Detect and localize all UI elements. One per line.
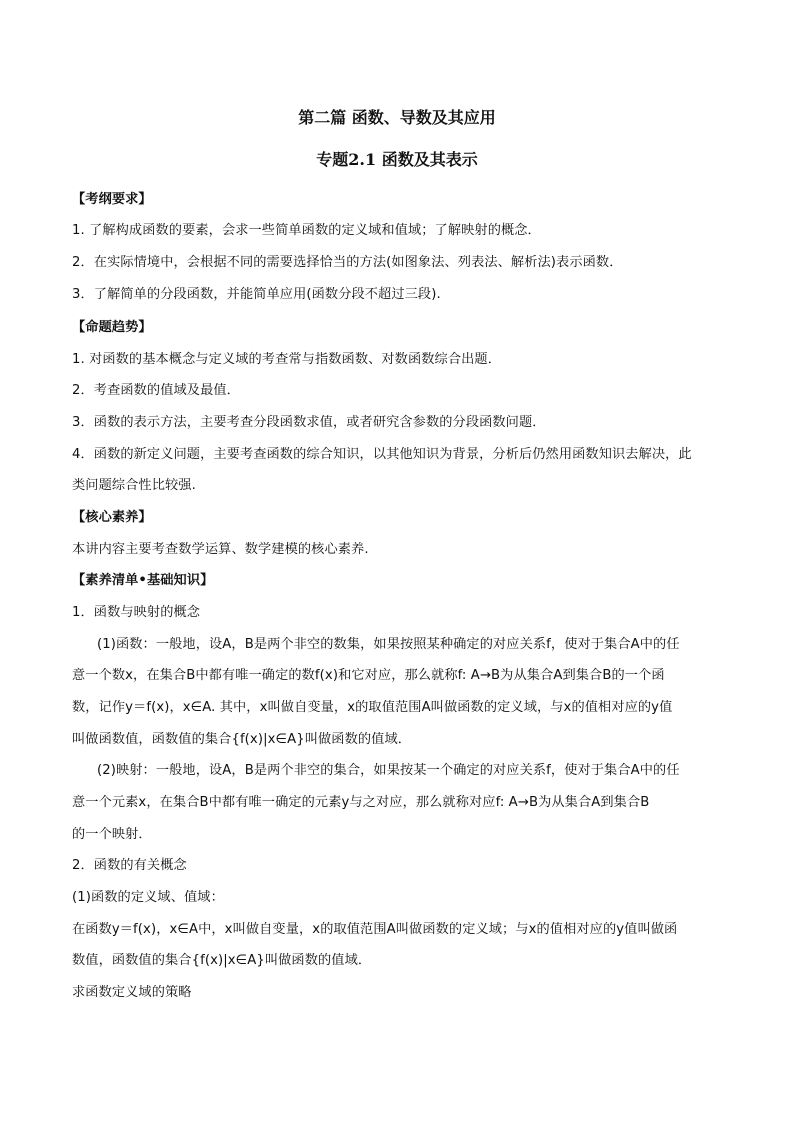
domain-strategy-heading: 求函数定义域的策略	[72, 985, 192, 1000]
section-title: 专题2.1 函数及其表示	[316, 150, 478, 169]
core-literacy-text: 本讲内容主要考查数学运算、数学建模的核心素养.	[72, 542, 369, 557]
subheading-domain-range: (1)函数的定义域、值域：	[72, 890, 224, 905]
requirement-item: 2．在实际情境中，会根据不同的需要选择恰当的方法(如图象法、列表法、解析法)表示函数．	[72, 255, 623, 270]
chapter-title: 第二篇 函数、导数及其应用	[298, 108, 496, 127]
function-definition-line: 数，记作y＝f(x)，x∈A. 其中，x叫做自变量，x的取值范围A叫做函数的定义域，与x的值相对应的y值	[72, 700, 673, 715]
domain-range-line: 在函数y＝f(x)，x∈A中，x叫做自变量，x的取值范围A叫做函数的定义域；与x的值相对应的y值叫做函	[72, 922, 678, 937]
mapping-definition-line: 意一个元素x，在集合B中都有唯一确定的元素y与之对应，那么就称对应f: A→B为从集合A到集合B	[72, 795, 650, 810]
subheading-function-concepts: 2．函数的有关概念	[72, 858, 187, 873]
trend-item: 1. 对函数的基本概念与定义域的考查常与指数函数、对数函数综合出题．	[72, 352, 501, 367]
trend-item: 3．函数的表示方法，主要考查分段函数求值，或者研究含参数的分段函数问题．	[72, 415, 546, 430]
function-definition-line: (1)函数：一般地，设A，B是两个非空的数集，如果按照某种确定的对应关系f，使对于集合A中的任	[97, 637, 680, 652]
mapping-definition-line: 的一个映射．	[72, 827, 152, 842]
trend-item-continued: 类问题综合性比较强.	[72, 478, 196, 493]
heading-exam-requirements: 【考纲要求】	[72, 192, 152, 207]
heading-core-literacy: 【核心素养】	[72, 510, 152, 525]
trend-item: 2．考查函数的值域及最值．	[72, 383, 240, 398]
function-definition-line: 意一个数x，在集合B中都有唯一确定的数f(x)和它对应，那么就称f: A→B为从集合A到集合B的一个函	[72, 668, 665, 683]
mapping-definition-line: (2)映射：一般地，设A，B是两个非空的集合，如果按某一个确定的对应关系f，使对于集合A中的任	[97, 763, 680, 778]
domain-range-line: 数值，函数值的集合{f(x)|x∈A}叫做函数的值域．	[72, 953, 372, 968]
requirement-item: 3．了解简单的分段函数，并能简单应用(函数分段不超过三段).	[72, 287, 441, 302]
trend-item: 4．函数的新定义问题，主要考查函数的综合知识，以其他知识为背景，分析后仍然用函数知识去解决，此	[72, 447, 692, 462]
function-definition-line: 叫做函数值，函数值的集合{f(x)|x∈A}叫做函数的值域．	[72, 732, 412, 747]
requirement-item: 1. 了解构成函数的要素，会求一些简单函数的定义域和值域；了解映射的概念．	[72, 223, 541, 238]
heading-basic-knowledge: 【素养清单•基础知识】	[72, 573, 214, 588]
subheading-function-mapping: 1．函数与映射的概念	[72, 605, 201, 620]
heading-exam-trends: 【命题趋势】	[72, 320, 152, 335]
